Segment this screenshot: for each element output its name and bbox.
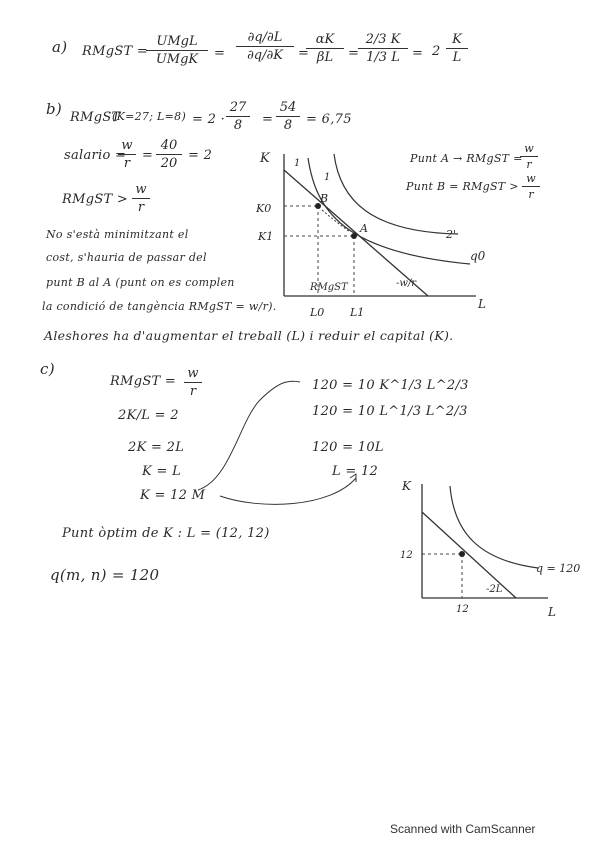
graph-b-point-a-label: A [360, 222, 368, 235]
graph-b-rmg-label: RMgST [310, 282, 348, 293]
graph-b-move-arrow [322, 210, 350, 232]
part-b-frac-2: 54 8 [276, 100, 300, 133]
comparison-frac: w r [132, 182, 150, 215]
point-b-frac: w r [522, 172, 540, 201]
explanation-line-4: la condició de tangència RMgST = w/r). [42, 300, 277, 313]
part-c-left-line-3: 2K = 2L [128, 440, 185, 455]
part-c-right-line-1: 120 = 10 K^1/3 L^2/3 [312, 378, 469, 393]
salary-eq: = [142, 148, 154, 163]
part-a-frac-3: αK βL [306, 32, 344, 65]
part-b-frac-1: 27 8 [226, 100, 250, 133]
part-b-result: = 6,75 [306, 112, 352, 127]
salary-result: = 2 [188, 148, 213, 163]
part-a-eq-1: = [214, 46, 226, 61]
connector-upper [198, 381, 300, 490]
graph-b-axis-x-label: L [478, 297, 486, 311]
graph-b-l0: L0 [310, 306, 325, 319]
part-c-connector-arrow [190, 360, 390, 510]
part-a-label: a) [52, 38, 68, 56]
explanation-line-3: punt B al A (punt on es complen [46, 276, 235, 289]
part-c-left-line-2: 2K/L = 2 [118, 408, 179, 423]
graph-b-axis-y-label: K [260, 151, 270, 166]
salary-label: salario = [64, 148, 127, 163]
graph-c-slope-label: -2L [486, 584, 503, 595]
graph-c-axis-y-label: K [402, 479, 411, 493]
part-c-left-line-1: RMgST = [110, 374, 177, 389]
part-c-label: c) [40, 360, 55, 378]
graph-b-isoquant-q0 [308, 158, 470, 264]
part-a-frac-4: 2/3 K 1/3 L [358, 32, 408, 65]
salary-frac-2: 40 20 [156, 138, 182, 171]
part-b-lhs-sub: (K=27; L=8) [112, 110, 187, 123]
part-a-frac-5: K L [446, 32, 468, 65]
part-a-frac-2: ∂q/∂L ∂q/∂K [236, 30, 294, 63]
point-a-frac: w r [520, 142, 538, 171]
part-a-eq-3: = [348, 46, 360, 61]
graph-c-q-label: q = 120 [536, 562, 581, 575]
graph-b-q0-label: q0 [470, 249, 486, 263]
graph-c-optimum-point [459, 551, 465, 557]
part-a-eq-2: = [298, 46, 310, 61]
part-a-result-coef: 2 [432, 44, 441, 59]
graph-b-label-1: 1 [294, 158, 301, 169]
graph-b-point-a [351, 233, 357, 239]
part-a-lhs: RMgST = [82, 44, 149, 59]
graph-b [250, 140, 500, 320]
part-c-right-line-3: 120 = 10L [312, 440, 384, 455]
explanation-line-1: No s'està minimitzant el [46, 228, 189, 241]
graph-c-axis-x-label: L [548, 605, 556, 619]
part-b-label: b) [46, 100, 63, 118]
part-b-eq-2: = [262, 112, 274, 127]
scanner-footer: Scanned with CamScanner [390, 822, 536, 836]
graph-b-k1: K1 [258, 230, 274, 243]
graph-b-isoquant-label: 2' [446, 228, 457, 241]
graph-b-isoquant-high [334, 154, 458, 234]
conclusion: Aleshores ha d'augmentar el treball (L) i reduir el capital (K). [44, 328, 454, 343]
graph-b-point-b-label: B [320, 192, 329, 205]
part-c-right-line-2: 120 = 10 L^1/3 L^2/3 [312, 404, 468, 419]
point-a-note: Punt A → RMgST = [410, 152, 523, 165]
graph-b-k0: K0 [256, 202, 272, 215]
graph-b-label-1b: 1 [324, 172, 331, 183]
graph-c-tick-y: 12 [400, 550, 413, 561]
part-b-eq-1: = 2 · [192, 112, 226, 127]
graph-b-l1: L1 [350, 306, 365, 319]
optimum-point: Punt òptim de K : L = (12, 12) [62, 526, 270, 541]
part-b-lhs: RMgST [70, 110, 121, 125]
part-c-right-line-4: L = 12 [332, 464, 379, 479]
graph-c-tick-x: 12 [456, 604, 469, 615]
graph-b-slope-label: -w/r [396, 278, 417, 289]
comparison-lhs: RMgST > [62, 192, 129, 207]
part-c-left-line-4: K = L [142, 464, 182, 479]
part-c-left-frac: w r [184, 366, 202, 399]
q-result: q(m, n) = 120 [50, 566, 160, 584]
point-b-note: Punt B = RMgST > [406, 180, 519, 193]
graph-c [388, 476, 581, 622]
salary-frac: w r [118, 138, 136, 171]
part-a-eq-4: = [412, 46, 424, 61]
explanation-line-2: cost, s'hauria de passar del [46, 251, 207, 264]
part-c-left-line-5: K = 12 M [140, 488, 206, 503]
part-a-frac-1: UMgL UMgK [146, 34, 208, 67]
connector-lower [220, 478, 356, 504]
